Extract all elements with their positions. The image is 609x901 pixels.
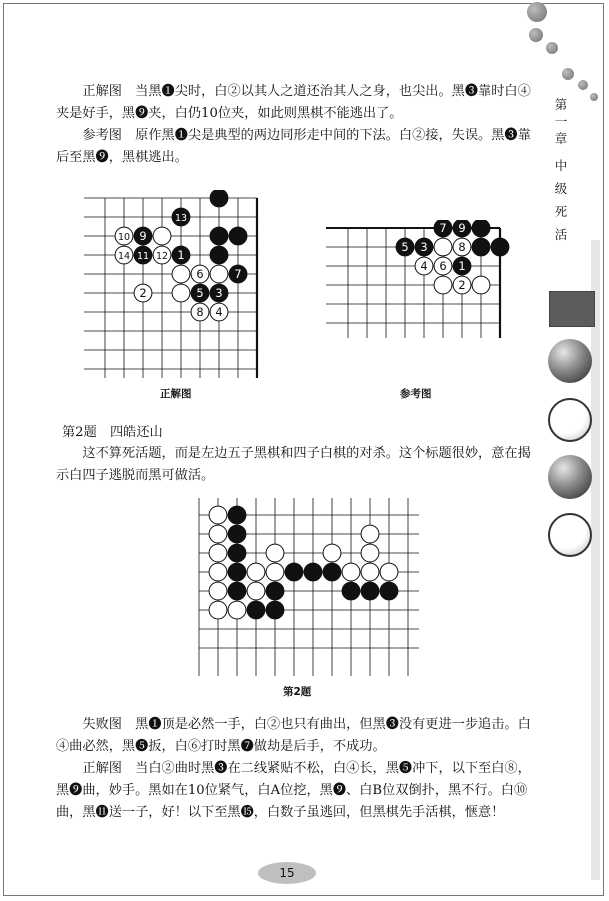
move-number: 3 — [215, 285, 223, 300]
decorative-dot — [590, 93, 598, 101]
white-stone — [209, 525, 227, 543]
black-stone — [434, 220, 452, 237]
black-stone — [491, 238, 509, 256]
move-number: 11 — [136, 250, 150, 262]
go-diagram-problem2 — [181, 498, 421, 678]
black-stone-icon — [548, 455, 592, 499]
black-stone — [172, 208, 190, 226]
chapter-char: 第 — [554, 97, 568, 112]
white-stone — [209, 582, 227, 600]
black-stone — [229, 227, 247, 245]
black-stone — [361, 582, 379, 600]
white-stone — [210, 265, 228, 283]
black-stone — [228, 525, 246, 543]
caption-correct: 正解图 — [160, 388, 192, 400]
black-stone — [247, 601, 265, 619]
black-stone — [134, 246, 152, 264]
white-stone — [153, 246, 171, 264]
go-diagram-reference — [326, 220, 516, 340]
move-number: 12 — [155, 250, 169, 262]
white-stone — [247, 582, 265, 600]
decorative-dot — [529, 28, 543, 42]
move-number: 4 — [215, 304, 223, 319]
problem-heading: 第2题 四皓还山 — [62, 425, 163, 440]
white-stone — [434, 276, 452, 294]
white-stone — [266, 544, 284, 562]
paragraph-failure: 失败图 黑❶顶是必然一手，白②也只有曲出，但黑❸没有更进一步追击。白④曲必然，黑❺扳，白⑥打时黑❼做劫是后手，不成功。 — [56, 717, 531, 754]
decorative-dot — [546, 42, 558, 54]
caption-problem2: 第2题 — [283, 686, 312, 698]
black-stone — [266, 601, 284, 619]
black-stone — [229, 265, 247, 283]
white-stone — [209, 563, 227, 581]
black-stone — [210, 190, 228, 207]
move-number: 4 — [420, 258, 428, 273]
white-stone — [210, 303, 228, 321]
black-stone — [228, 582, 246, 600]
move-number: 2 — [458, 277, 466, 292]
white-stone — [472, 276, 490, 294]
white-stone — [323, 544, 341, 562]
white-stone — [191, 265, 209, 283]
white-stone — [266, 563, 284, 581]
white-stone — [380, 563, 398, 581]
black-stone — [342, 582, 360, 600]
black-stone — [210, 284, 228, 302]
black-stone — [453, 220, 471, 237]
white-stone — [434, 238, 452, 256]
page-number: 15 — [258, 862, 316, 884]
black-stone — [323, 563, 341, 581]
move-number: 1 — [177, 247, 185, 262]
white-stone — [172, 284, 190, 302]
black-stone — [134, 227, 152, 245]
chapter-char: 级 — [554, 181, 568, 196]
chapter-char: 死 — [554, 204, 568, 219]
white-stone — [453, 238, 471, 256]
caption-reference: 参考图 — [400, 388, 432, 400]
black-stone — [191, 284, 209, 302]
white-stone — [153, 227, 171, 245]
white-stone-icon — [548, 398, 592, 442]
black-stone — [472, 220, 490, 237]
black-stone — [304, 563, 322, 581]
black-stone — [228, 544, 246, 562]
white-stone — [209, 544, 227, 562]
chapter-char: 中 — [554, 158, 568, 173]
go-diagram-correct — [84, 190, 264, 380]
move-number: 9 — [139, 228, 147, 243]
white-stone — [361, 525, 379, 543]
move-number: 5 — [196, 285, 204, 300]
white-stone — [453, 276, 471, 294]
move-number: 9 — [458, 220, 466, 235]
white-stone — [361, 563, 379, 581]
black-stone — [172, 246, 190, 264]
move-number: 3 — [420, 239, 428, 254]
move-number: 6 — [196, 266, 204, 281]
board-grid — [84, 198, 257, 378]
chapter-char: 一 — [554, 114, 568, 129]
move-number: 1 — [458, 258, 466, 273]
black-stone — [285, 563, 303, 581]
white-stone — [342, 563, 360, 581]
move-number: 8 — [458, 239, 466, 254]
white-stone — [228, 601, 246, 619]
chapter-char: 章 — [554, 131, 568, 146]
white-stone — [172, 265, 190, 283]
black-stone — [453, 257, 471, 275]
white-stone — [115, 227, 133, 245]
black-stone — [415, 238, 433, 256]
move-number: 8 — [196, 304, 204, 319]
black-stone — [228, 563, 246, 581]
chapter-side-title — [553, 96, 569, 243]
move-number: 10 — [117, 231, 131, 243]
move-number: 7 — [439, 220, 447, 235]
paragraph-problem-intro: 这不算死活题，而是左边五子黑棋和四子白棋的对杀。这个标题很妙，意在揭示白四子逃脱而黑可做活。 — [56, 446, 531, 483]
move-number: 5 — [401, 239, 409, 254]
white-stone — [209, 506, 227, 524]
move-number: 2 — [139, 285, 147, 300]
black-stone-icon — [548, 339, 592, 383]
decorative-dot — [527, 2, 547, 22]
white-stone — [434, 257, 452, 275]
white-stone-icon — [548, 513, 592, 557]
paragraph-reference: 参考图 原作黑❶尖是典型的两边同形走中间的下法。白②接，失误。黑❸靠后至黑❾，黑棋逃出。 — [56, 128, 531, 165]
white-stone — [191, 303, 209, 321]
black-stone — [472, 238, 490, 256]
edge-strip — [591, 240, 600, 880]
black-stone — [396, 238, 414, 256]
move-number: 13 — [174, 212, 188, 224]
decorative-dot — [578, 80, 588, 90]
black-stone — [380, 582, 398, 600]
white-stone — [209, 601, 227, 619]
black-stone — [266, 582, 284, 600]
white-stone — [115, 246, 133, 264]
paragraph-correct-answer: 正解图 当白②曲时黑❸在二线紧贴不松，白④长，黑❺冲下，以下至白⑧，黑❾曲，妙手。黑如在10位紧气，白A位挖，黑❾、白B位双倒扑，黑不行。白⑩曲，黑⓫送一子，好！以下至黑⓯，白数子虽逃回，但黑棋先手活棋，惬意！ — [56, 761, 531, 820]
move-number: 7 — [234, 266, 242, 281]
white-stone — [247, 563, 265, 581]
black-stone — [210, 246, 228, 264]
chapter-char: 活 — [554, 227, 568, 242]
black-stone — [228, 506, 246, 524]
decorative-dot — [562, 68, 574, 80]
black-stone — [210, 227, 228, 245]
move-number: 14 — [117, 250, 131, 262]
white-stone — [415, 257, 433, 275]
paragraph-correct-solution: 正解图 当黑❶尖时，白②以其人之道还治其人之身，也尖出。黑❸靠时白④夹是好手，黑❾夹，白仍10位夹，如此则黑棋不能逃出了。 — [56, 84, 531, 121]
white-stone — [134, 284, 152, 302]
white-stone — [361, 544, 379, 562]
move-number: 6 — [439, 258, 447, 273]
go-board-thumbnail — [549, 291, 595, 327]
